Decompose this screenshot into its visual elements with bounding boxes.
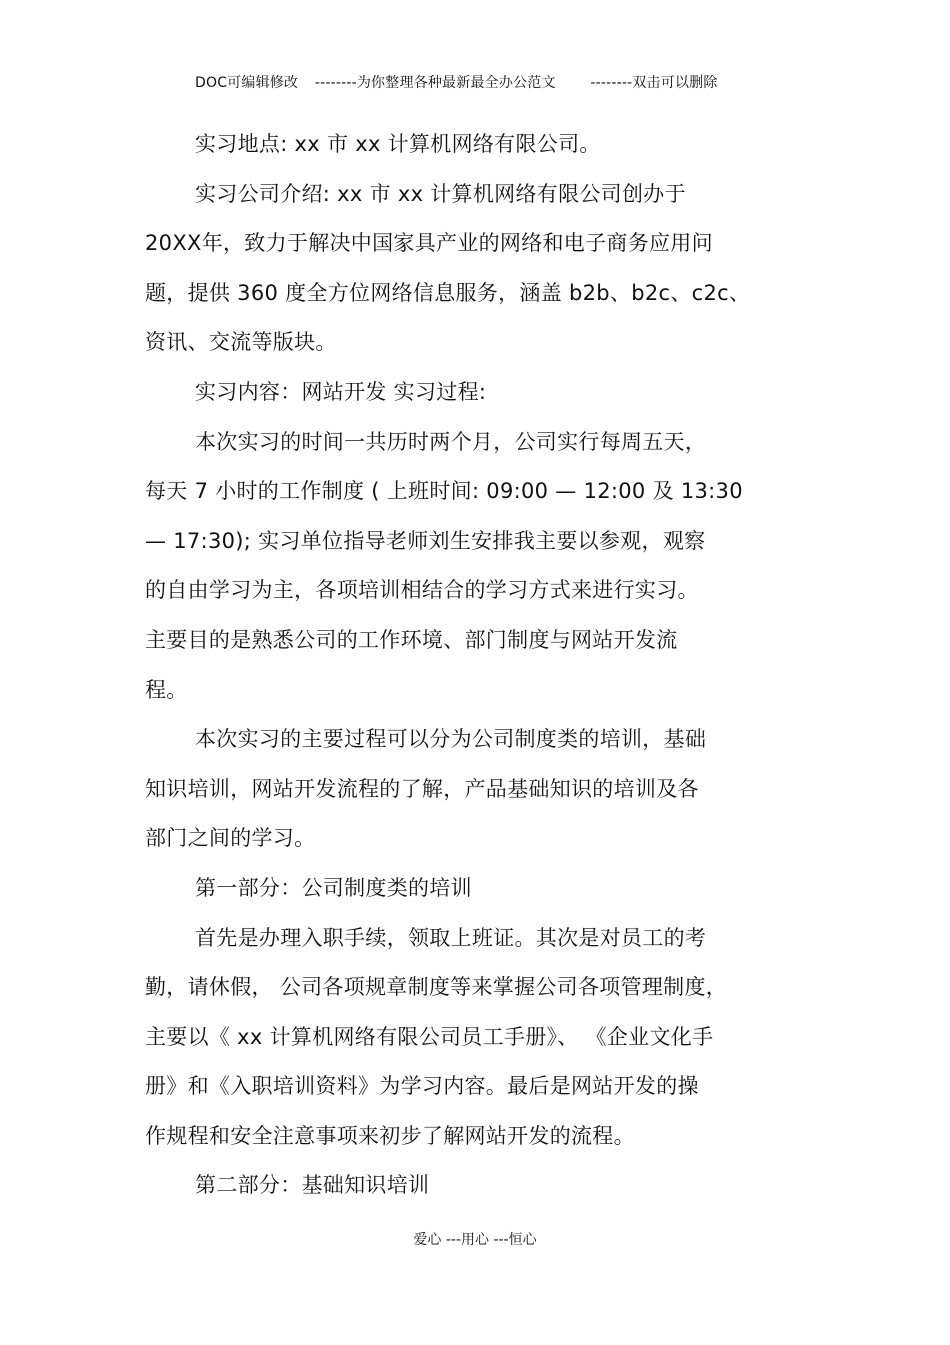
header-doc-label: DOC可编辑修改: [195, 75, 299, 91]
document-body: [145, 120, 815, 1211]
text-line: 资讯、交流等版块。: [145, 330, 337, 355]
text-line: 第二部分：基础知识培训: [195, 1173, 430, 1198]
header-subtitle: --------为你整理各种最新最全办公范文: [314, 75, 556, 91]
text-line: 第一部分：公司制度类的培训: [195, 875, 472, 900]
text-line: 首先是办理入职手续，领取上班证。其次是对员工的考: [195, 925, 707, 950]
text-line: 本次实习的主要过程可以分为公司制度类的培训，基础: [195, 727, 707, 752]
page-header: [195, 72, 718, 92]
text-line: 部门之间的学习。: [145, 826, 316, 851]
text-line: 实习公司介绍: xx 市 xx 计算机网络有限公司创办于: [195, 181, 686, 206]
text-line: 实习地点: xx 市 xx 计算机网络有限公司。: [195, 132, 601, 156]
text-line: 册》和《入职培训资料》为学习内容。最后是网站开发的操: [145, 1074, 699, 1099]
text-line: 的自由学习为主，各项培训相结合的学习方式来进行实习。: [145, 578, 699, 603]
text-line: 勤，请休假， 公司各项规章制度等来掌握公司各项管理制度，: [145, 975, 728, 1000]
text-line: 每天 7 小时的工作制度 ( 上班时间: 09:00 — 12:00 及 13:30: [145, 479, 743, 504]
text-line: 实习内容：网站开发 实习过程:: [195, 379, 487, 404]
text-line: 20XX年，致力于解决中国家具产业的网络和电子商务应用问: [145, 231, 713, 256]
text-line: 主要目的是熟悉公司的工作环境、部门制度与网站开发流: [145, 627, 678, 652]
text-line: 题，提供 360 度全方位网络信息服务，涵盖 b2b、b2c、c2c、: [145, 280, 751, 305]
text-line: — 17:30); 实习单位指导老师刘生安排我主要以参观，观察: [145, 528, 706, 553]
text-line: 知识培训，网站开发流程的了解，产品基础知识的培训及各: [145, 776, 699, 801]
header-delete-hint: --------双击可以删除: [590, 75, 718, 91]
text-line: 作规程和安全注意事项来初步了解网站开发的流程。: [145, 1123, 635, 1148]
text-line: 主要以《 xx 计算机网络有限公司员工手册》、 《企业文化手: [145, 1024, 714, 1049]
page-footer: 爱心 ---用心 ---恒心: [413, 1232, 537, 1248]
text-line: 程。: [145, 677, 188, 702]
text-line: 本次实习的时间一共历时两个月，公司实行每周五天，: [195, 429, 707, 454]
